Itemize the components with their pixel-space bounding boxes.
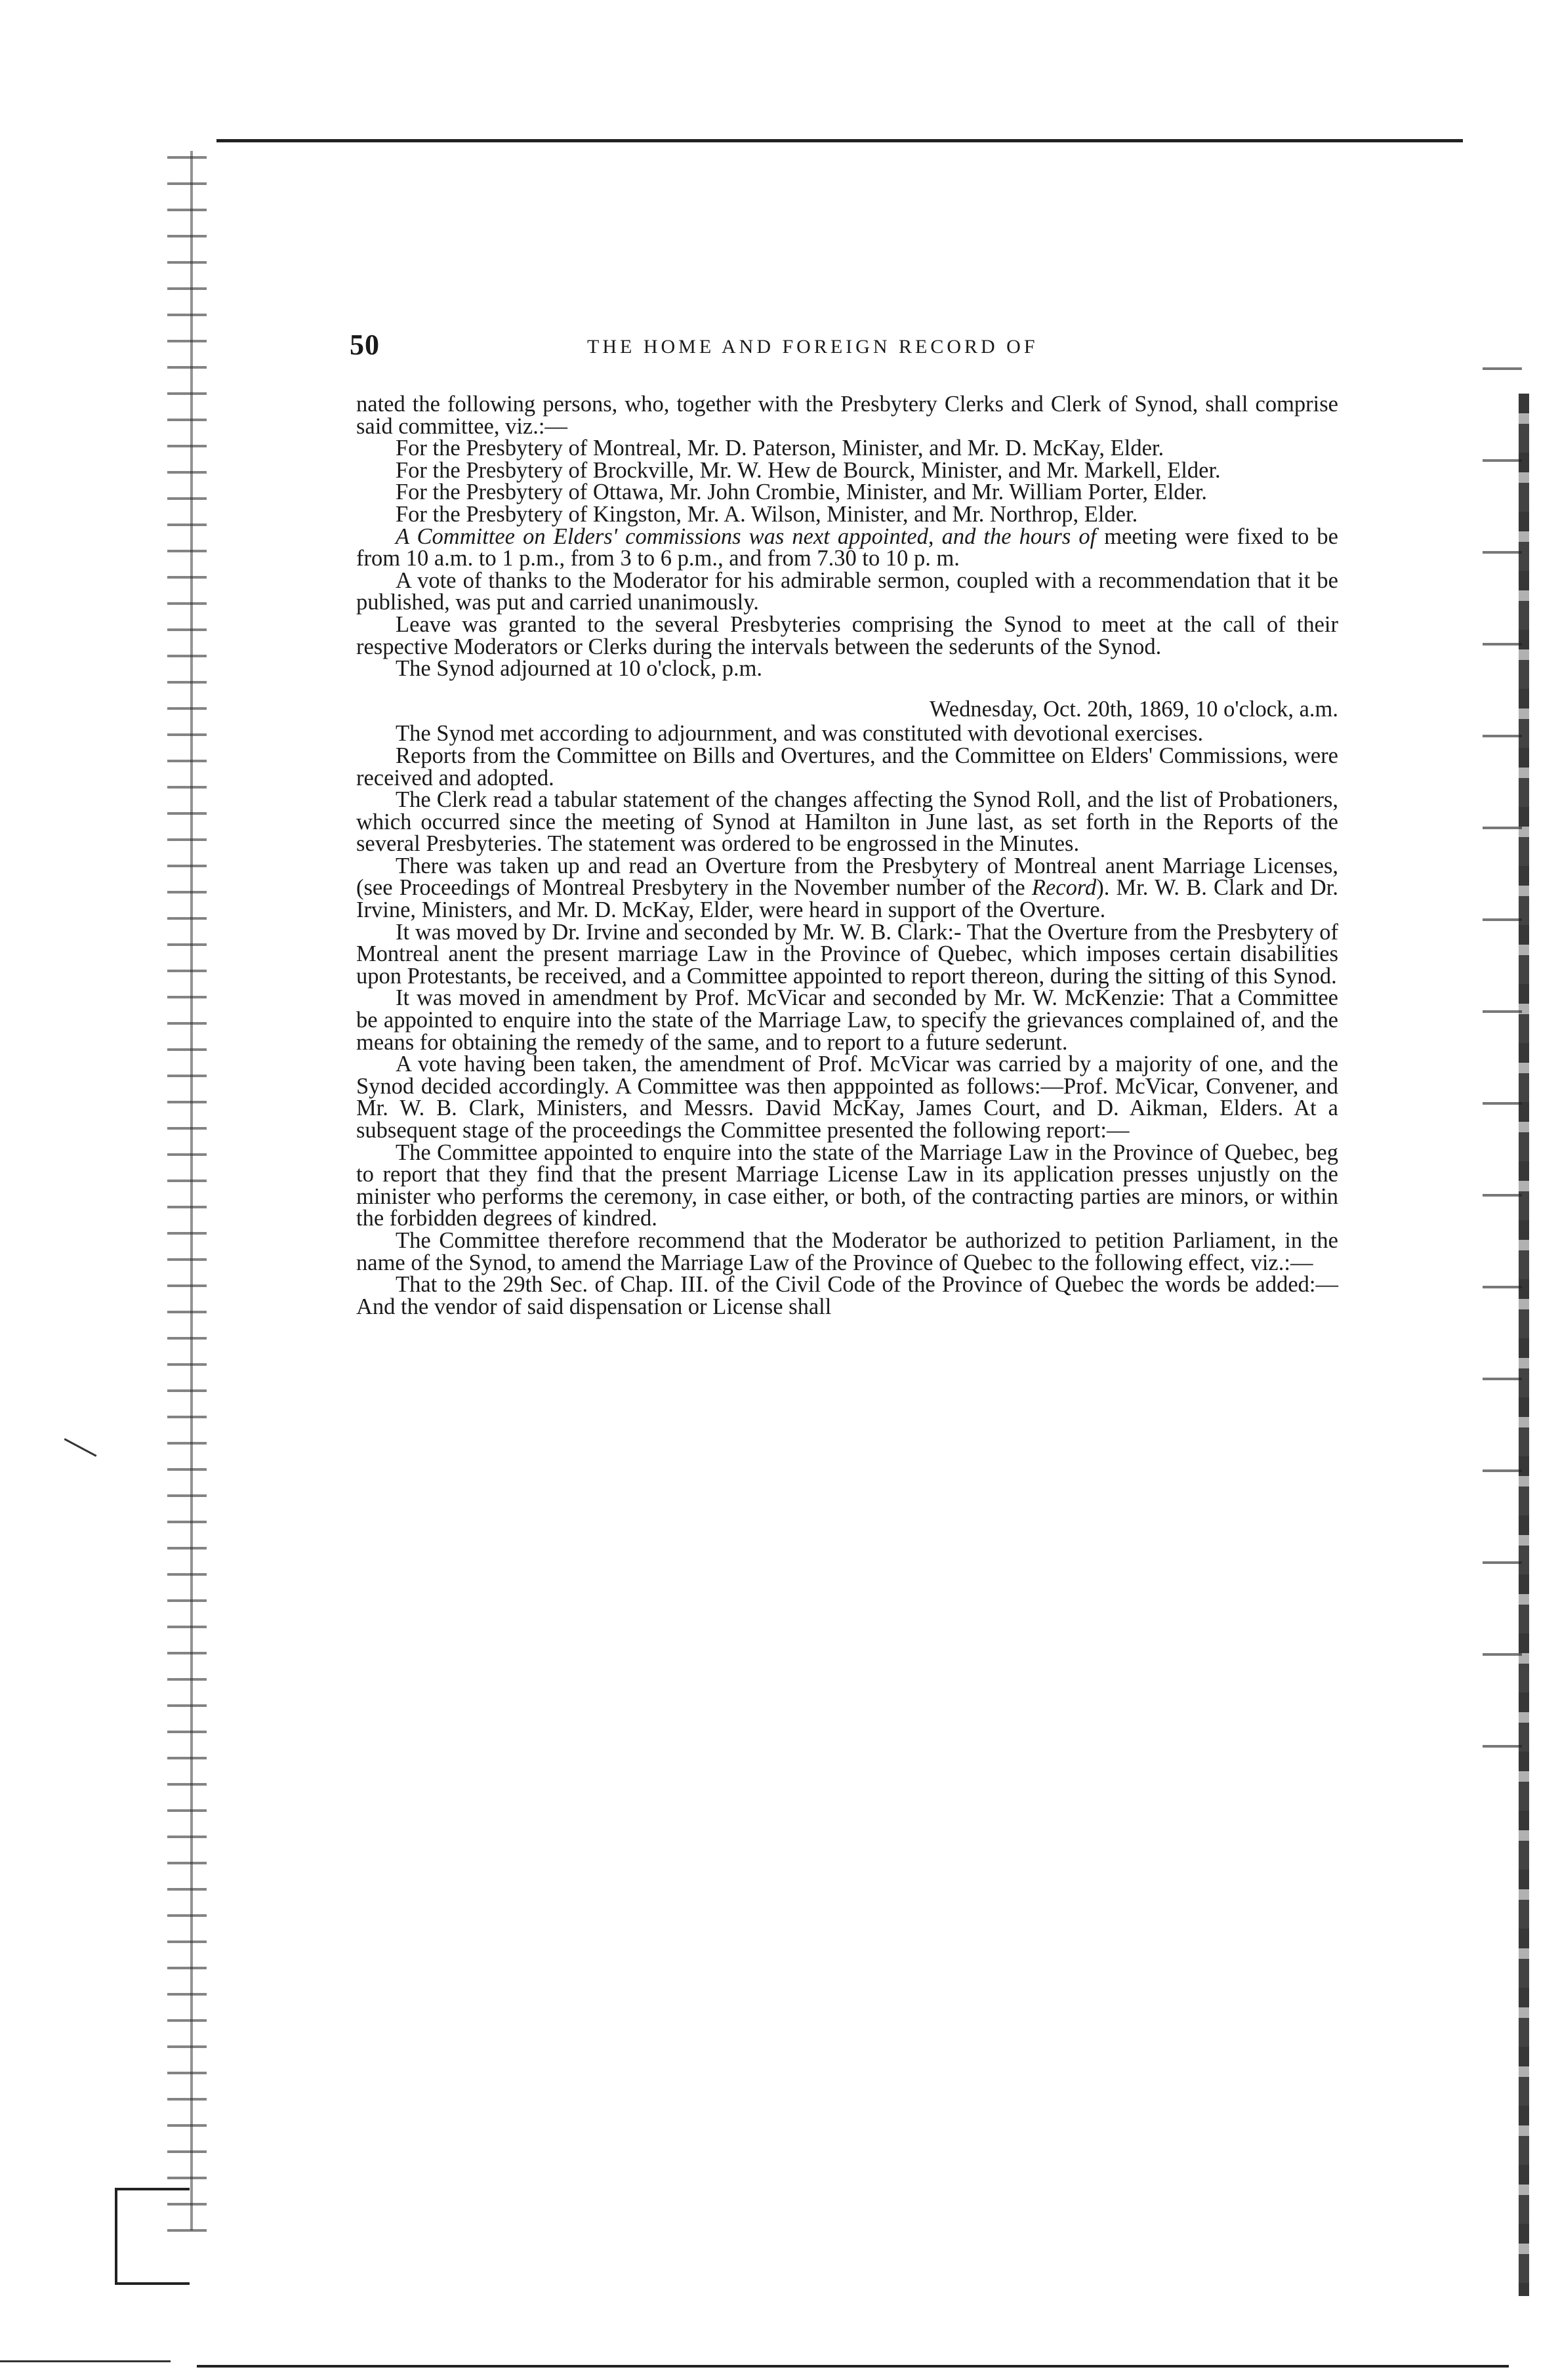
- paragraph: [356, 523, 1338, 571]
- paragraph: The Committee appointed to enquire into the state of the Marriage Law in the Province of Quebec, beg to report that they find that the present Marriage License Law in its application presses unjustly on the minister who performs the ceremony, in case either, or both, of the contracting parties are minors, or within the forbidden degrees of kindred.: [356, 1139, 1338, 1231]
- paragraph: It was moved by Dr. Irvine and seconded by Mr. W. B. Clark:- That the Overture from the Presbytery of Montreal anent the present marriage Law in the Province of Quebec, which imposes certain disabilities upon Protestants, be received, and a Committee appointed to report thereon, during the sitting of this Synod.: [356, 919, 1338, 989]
- paragraph: The Synod adjourned at 10 o'clock, p.m.: [396, 656, 763, 682]
- paragraph: The Clerk read a tabular statement of the changes affecting the Synod Roll, and the list of Probationers, which occurred since the meeting of Synod at Hamilton in June last, as set forth in the Reports of the several Presbyteries. The statement was ordered to be engrossed in the Minutes.: [356, 787, 1338, 857]
- paragraph: That to the 29th Sec. of Chap. III. of the Civil Code of the Province of Quebec the words be added:—And the vendor of said dispensation or License shall: [356, 1272, 1338, 1319]
- paragraph: Leave was granted to the several Presbyteries comprising the Synod to meet at the call of their respective Moderators or Clerks during the intervals between the sederunts of the Synod.: [356, 611, 1338, 659]
- italic-text: A Committee on Elders' commissions was next appointed, and the hours of: [396, 523, 1097, 549]
- paragraph: For the Presbytery of Montreal, Mr. D. Paterson, Minister, and Mr. D. McKay, Elder.: [396, 436, 1164, 461]
- paragraph-text: ). Mr. W. B. Clark and Dr. Irvine, Ministers, and Mr. D. McKay, Elder, were heard in support of the Overture.: [356, 875, 1338, 923]
- binding-bracket: [115, 2188, 190, 2285]
- paragraph: For the Presbytery of Kingston, Mr. A. Wilson, Minister, and Mr. Northrop, Elder.: [396, 501, 1138, 527]
- stray-mark: [64, 1438, 97, 1456]
- paragraph: A vote having been taken, the amendment of Prof. McVicar was carried by a majority of one, and the Synod decided accordingly. A Committee was then apppointed as follows:—Prof. McVicar, Convener, and Mr. W. B. Clark, Ministers, and Messrs. David McKay, James Court, and D. Aikman, Elders. At a subsequent stage of the proceedings the Committee presented the following report:—: [356, 1052, 1338, 1143]
- paragraph: It was moved in amendment by Prof. McVicar and seconded by Mr. W. McKenzie: That a Committee be appointed to enquire into the state of the Marriage Law, to specify the grievances complained of, and the means for obtaining the remedy of the same, and to report to a future sederunt.: [356, 985, 1338, 1055]
- bottom-rule-left: [0, 2360, 171, 2362]
- dateline: Wednesday, Oct. 20th, 1869, 10 o'clock, a.m.: [929, 696, 1338, 722]
- body-text: [356, 394, 1338, 1318]
- paragraph: For the Presbytery of Brockville, Mr. W. Hew de Bourck, Minister, and Mr. Markell, Elder.: [396, 457, 1221, 483]
- binding-edge-line: [190, 151, 193, 2230]
- paragraph-text: There was taken up and read an Overture from the Presbytery of Montreal anent Marriage Licenses, (see Proceedings of Montreal Presbytery in the November number of the: [356, 853, 1338, 901]
- paragraph: nated the following persons, who, together with the Presbytery Clerks and Clerk of Synod, shall comprise said committee, viz.:—: [356, 392, 1338, 439]
- italic-text: Record: [1031, 875, 1097, 901]
- paragraph-text: meeting were fixed to be from 10 a.m. to 1 p.m., from 3 to 6 p.m., and from 7.30 to 10 p. m.: [356, 523, 1338, 571]
- paragraph: For the Presbytery of Ottawa, Mr. John Crombie, Minister, and Mr. William Porter, Elder.: [396, 480, 1208, 505]
- running-head: THE HOME AND FOREIGN RECORD OF: [587, 336, 1038, 358]
- paragraph: Reports from the Committee on Bills and Overtures, and the Committee on Elders' Commissions, were received and adopted.: [356, 743, 1338, 790]
- paragraph: A vote of thanks to the Moderator for his admirable sermon, coupled with a recommendation that it be published, was put and carried unanimously.: [356, 567, 1338, 615]
- binding-gutter: [167, 144, 207, 2244]
- paragraph: The Committee therefore recommend that the Moderator be authorized to petition Parliament, in the name of the Synod, to amend the Marriage Law of the Province of Quebec to the following effect, viz.:—: [356, 1227, 1338, 1275]
- top-rule: [216, 139, 1463, 142]
- page-edge-specks: [1483, 328, 1522, 1837]
- page-number: 50: [350, 329, 380, 361]
- paragraph: [356, 855, 1338, 922]
- paragraph: The Synod met according to adjournment, and was constituted with devotional exercises.: [396, 721, 1204, 747]
- bottom-rule: [197, 2365, 1509, 2368]
